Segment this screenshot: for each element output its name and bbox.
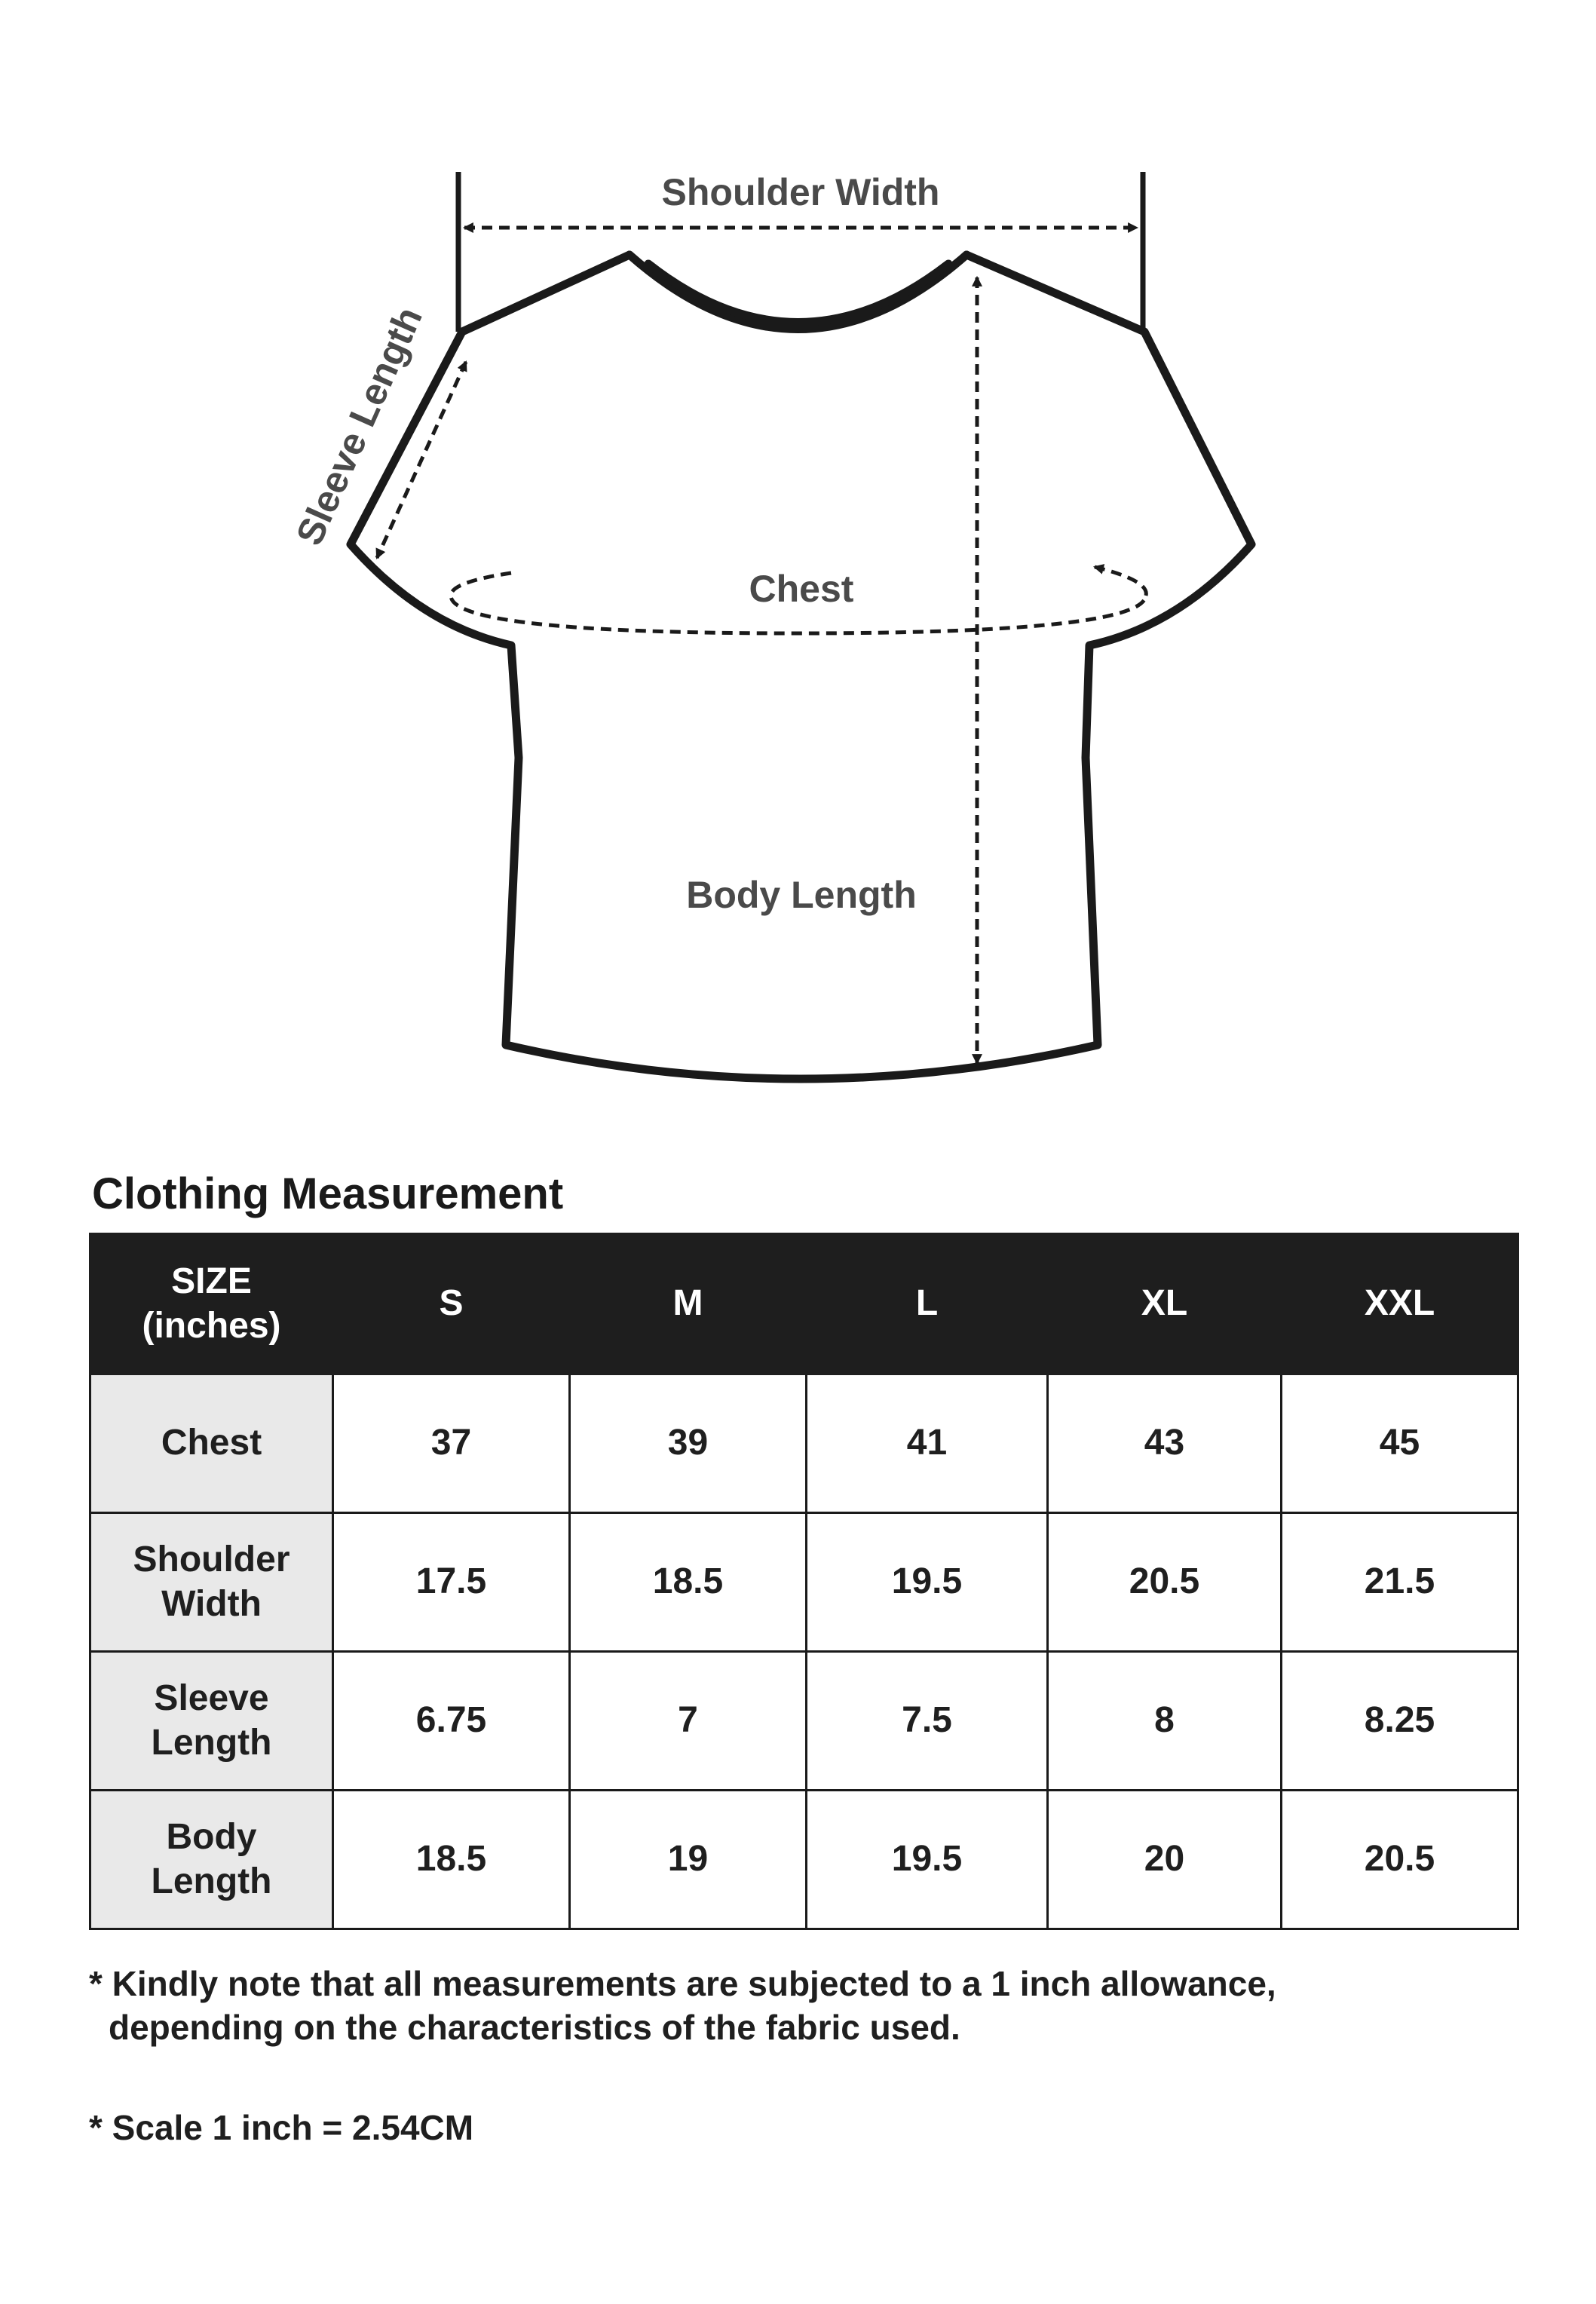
- size-header-line2: (inches): [142, 1305, 281, 1346]
- chest-label: Chest: [749, 568, 854, 610]
- table-cell: 17.5: [333, 1513, 570, 1652]
- row-label-chest: [90, 1374, 333, 1513]
- size-unit-header: [90, 1234, 333, 1374]
- body-length-label: Body Length: [686, 874, 917, 916]
- size-header-s: S: [333, 1234, 570, 1374]
- size-header-l: L: [807, 1234, 1048, 1374]
- table-header-row: [90, 1234, 1518, 1374]
- table-cell: 8: [1048, 1652, 1282, 1791]
- row-label-line1: Shoulder: [133, 1539, 290, 1579]
- row-label-line2: Length: [151, 1722, 272, 1763]
- tshirt-measurement-diagram: [0, 0, 1596, 1131]
- allowance-note-line2: depending on the characteristics of the fabric used.: [109, 2008, 960, 2047]
- row-label-line1: Body: [166, 1816, 257, 1857]
- collar-inner: [648, 264, 948, 323]
- table-row-shoulder-width: [90, 1513, 1518, 1652]
- table-cell: 21.5: [1282, 1513, 1518, 1652]
- table-cell: 7: [570, 1652, 807, 1791]
- row-label-line2: Width: [161, 1583, 262, 1624]
- table-cell: 18.5: [333, 1791, 570, 1929]
- table-cell: 39: [570, 1374, 807, 1513]
- size-header-xl: XL: [1048, 1234, 1282, 1374]
- row-label-body-length: [90, 1791, 333, 1929]
- table-cell: 37: [333, 1374, 570, 1513]
- table-cell: 41: [807, 1374, 1048, 1513]
- tshirt-diagram-svg: [0, 0, 1596, 1131]
- table-cell: 19: [570, 1791, 807, 1929]
- row-label-line1: Sleeve: [154, 1677, 269, 1718]
- allowance-note: [89, 1962, 1276, 2049]
- table-cell: 20.5: [1048, 1513, 1282, 1652]
- size-header-line1: SIZE: [171, 1261, 252, 1301]
- table-cell: 20.5: [1282, 1791, 1518, 1929]
- table-cell: 7.5: [807, 1652, 1048, 1791]
- table-cell: 19.5: [807, 1513, 1048, 1652]
- collar-outer: [630, 255, 966, 329]
- row-label-sleeve-length: [90, 1652, 333, 1791]
- table-title: Clothing Measurement: [92, 1169, 564, 1218]
- row-label-line1: Chest: [161, 1423, 262, 1463]
- size-header-m: M: [570, 1234, 807, 1374]
- table-row-body-length: [90, 1791, 1518, 1929]
- table-cell: 18.5: [570, 1513, 807, 1652]
- chest-ellipse-front: [1095, 567, 1146, 596]
- row-label-line2: Length: [151, 1861, 272, 1901]
- table-row-sleeve-length: [90, 1652, 1518, 1791]
- size-chart-table: [89, 1233, 1519, 1930]
- table-cell: 43: [1048, 1374, 1282, 1513]
- sleeve-length-label: Sleeve Length: [287, 300, 430, 552]
- scale-note: * Scale 1 inch = 2.54CM: [89, 2108, 474, 2147]
- table-row-chest: [90, 1374, 1518, 1513]
- shoulder-width-label: Shoulder Width: [661, 171, 940, 213]
- table-cell: 45: [1282, 1374, 1518, 1513]
- size-header-xxl: XXL: [1282, 1234, 1518, 1374]
- table-cell: 19.5: [807, 1791, 1048, 1929]
- allowance-note-line1: * Kindly note that all measurements are subjected to a 1 inch allowance,: [89, 1964, 1276, 2003]
- row-label-shoulder-width: [90, 1513, 333, 1652]
- table-cell: 8.25: [1282, 1652, 1518, 1791]
- tshirt-outline: [351, 255, 1251, 1079]
- table-cell: 6.75: [333, 1652, 570, 1791]
- table-cell: 20: [1048, 1791, 1282, 1929]
